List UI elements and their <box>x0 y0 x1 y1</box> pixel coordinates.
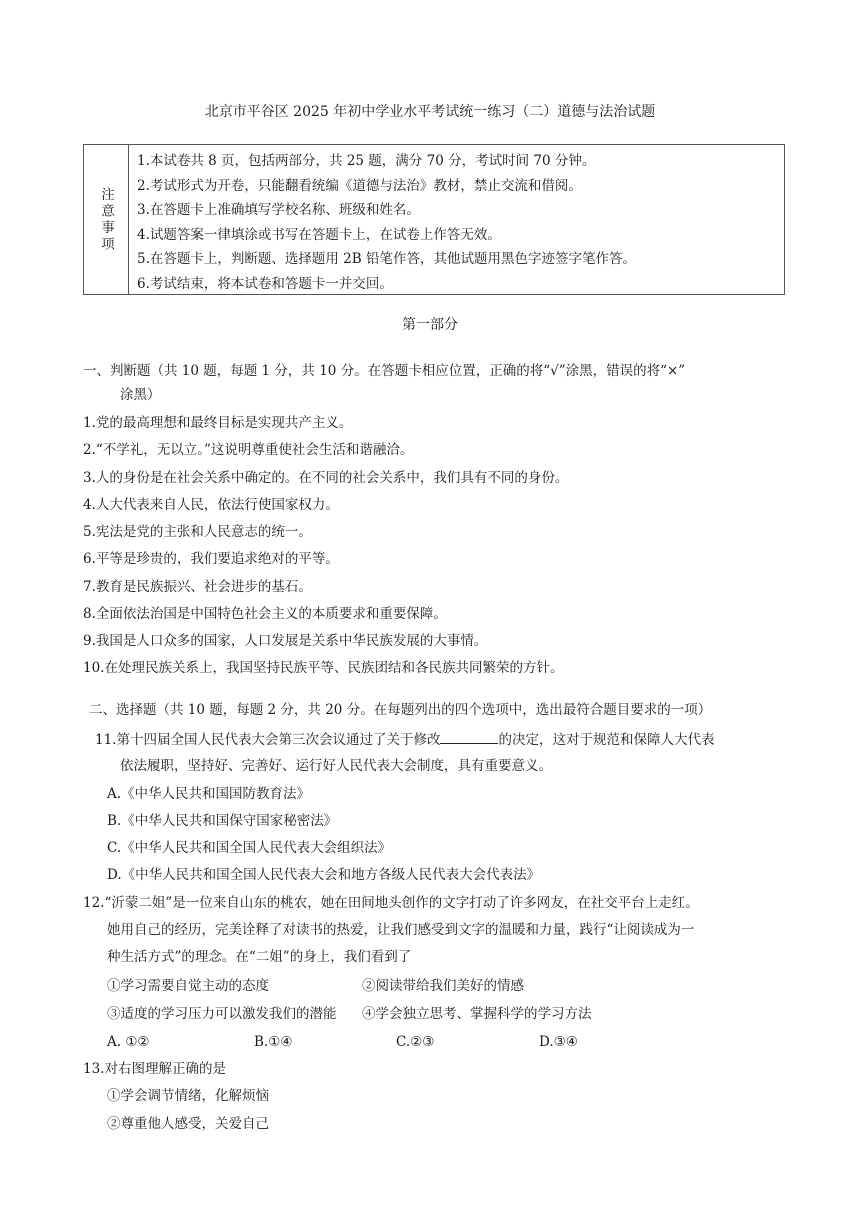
notice-item: 3.在答题卡上准确填写学校名称、班级和姓名。 <box>137 202 420 218</box>
judge-item-1: 1.党的最高理想和最终目标是实现共产主义。 <box>83 415 353 431</box>
judge-item-2: 2.“不学礼，无以立。”这说明尊重使社会生活和谐融洽。 <box>83 442 414 458</box>
notice-item: 1.本试卷共 8 页，包括两部分，共 25 题，满分 70 分，考试时间 70 分钟。 <box>137 153 596 169</box>
q12-option-c: C.②③ <box>396 1034 435 1050</box>
answer-blank <box>440 729 498 744</box>
judge-item-5: 5.宪法是党的主张和人民意志的统一。 <box>83 524 312 540</box>
q12-stem: 12.“沂蒙二姐”是一位来自山东的桃农，她在田间地头创作的文字打动了许多网友，在社交平台上走红。 <box>83 895 699 911</box>
q12-option-a: A. ①② <box>107 1034 150 1050</box>
q11-stem-start: 11.第十四届全国人民代表大会第三次会议通过了关于修改 <box>95 732 441 748</box>
q12-statement-2: ②阅读带给我们美好的情感 <box>362 978 524 994</box>
notice-item: 2.考试形式为开卷，只能翻看统编《道德与法治》教材，禁止交流和借阅。 <box>137 177 582 194</box>
section2-heading: 二、选择题（共 10 题，每题 2 分，共 20 分。在每题列出的四个选项中，选出最符合题目要求的一项） <box>89 702 712 718</box>
q11-stem-cont: 依法履职，坚持好、完善好、运行好人民代表大会制度，具有重要意义。 <box>120 758 552 774</box>
notice-item: 6.考试结束，将本试卷和答题卡一并交回。 <box>137 275 393 292</box>
judge-item-6: 6.平等是珍贵的，我们要追求绝对的平等。 <box>83 551 339 567</box>
page-title: 北京市平谷区 2025 年初中学业水平考试统一练习（二）道德与法治试题 <box>204 104 656 120</box>
judge-item-10: 10.在处理民族关系上，我国坚持民族平等、民族团结和各民族共同繁荣的方针。 <box>83 660 564 676</box>
q11-stem <box>95 729 714 750</box>
judge-item-3: 3.人的身份是在社会关系中确定的。在不同的社会关系中，我们具有不同的身份。 <box>83 470 569 486</box>
section1-heading: 一、判断题（共 10 题，每题 1 分，共 10 分。在答题卡相应位置，正确的将“√”涂黑，错误的将“×” <box>83 363 686 379</box>
q12-option-d: D.③④ <box>539 1034 578 1050</box>
q11-stem-end: 的决定，这对于规范和保障人大代表 <box>498 732 715 748</box>
q12-statement-3: ③适度的学习压力可以激发我们的潜能 <box>107 1006 337 1022</box>
notice-item: 4.试题答案一律填涂或书写在答题卡上，在试卷上作答无效。 <box>137 226 501 243</box>
part-title: 第一部分 <box>402 317 458 333</box>
q11-option-d: D.《中华人民共和国全国人民代表大会和地方各级人民代表大会代表法》 <box>107 867 541 883</box>
q12-option-b: B.①④ <box>254 1034 293 1050</box>
notice-box <box>83 144 785 295</box>
q11-option-b: B.《中华人民共和国保守国家秘密法》 <box>107 813 338 829</box>
q12-statement-1: ①学习需要自觉主动的态度 <box>107 978 269 994</box>
judge-item-7: 7.教育是民族振兴、社会进步的基石。 <box>83 579 312 595</box>
judge-item-9: 9.我国是人口众多的国家，人口发展是关系中华民族发展的大事情。 <box>83 633 488 649</box>
notice-item: 5.在答题卡上，判断题、选择题用 2B 铅笔作答，其他试题用黑色字迹签字笔作答。 <box>137 251 636 267</box>
notice-label-cell <box>84 145 129 294</box>
q13-statement-2: ②尊重他人感受，关爱自己 <box>107 1116 269 1132</box>
notice-list <box>137 149 636 296</box>
section1-heading-cont: 涂黑） <box>120 387 161 403</box>
q12-stem-cont: 她用自己的经历，完美诠释了对读书的热爱，让我们感受到文字的温暖和力量，践行“让阅读成为一 <box>107 922 695 938</box>
q11-option-c: C.《中华人民共和国全国人民代表大会组织法》 <box>107 840 392 856</box>
q13-stem: 13.对右图理解正确的是 <box>83 1061 226 1077</box>
judge-item-4: 4.人大代表来自人民，依法行使国家权力。 <box>83 497 339 513</box>
judge-item-8: 8.全面依法治国是中国特色社会主义的本质要求和重要保障。 <box>83 606 447 622</box>
q12-statement-4: ④学会独立思考、掌握科学的学习方法 <box>362 1006 592 1022</box>
notice-label: 注意事项 <box>98 186 114 253</box>
q13-statement-1: ①学会调节情绪，化解烦恼 <box>107 1088 269 1104</box>
q11-option-a: A.《中华人民共和国国防教育法》 <box>107 786 311 802</box>
q12-stem-cont: 种生活方式”的理念。在“二姐”的身上，我们看到了 <box>107 949 412 965</box>
